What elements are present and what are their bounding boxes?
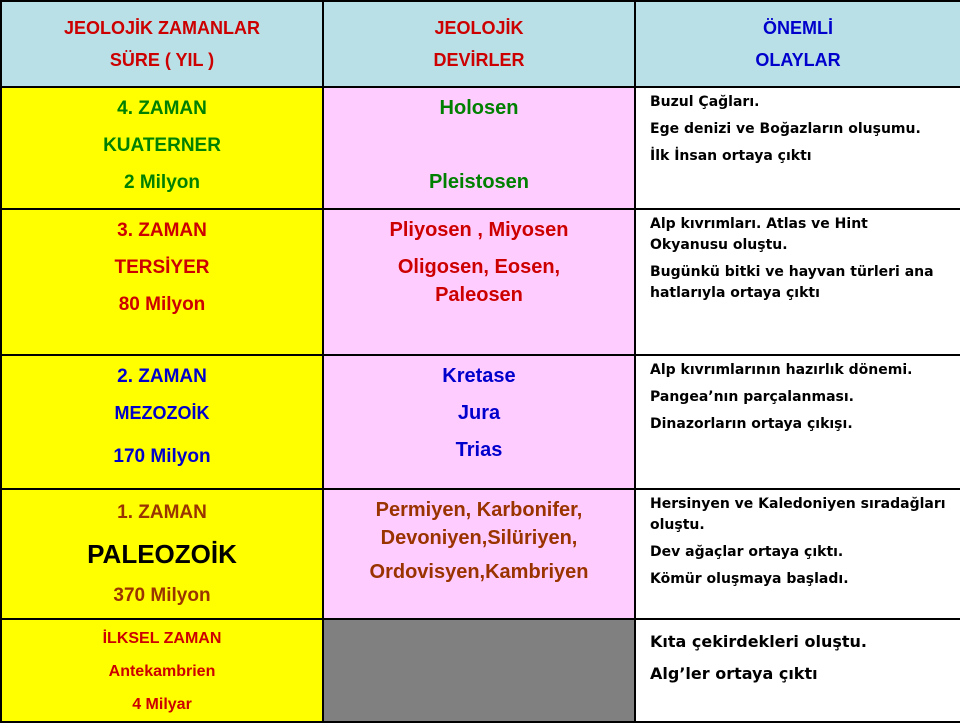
periods-cell [323, 87, 635, 209]
header-text: JEOLOJİK [434, 18, 524, 38]
event-text: Dinazorların ortaya çıkışı. [650, 416, 853, 432]
era-name: TERSİYER [114, 257, 210, 278]
era-cell [1, 355, 323, 489]
period-name: Pleistosen [428, 171, 530, 193]
table-row [1, 87, 960, 209]
era-name: Antekambrien [108, 663, 216, 680]
periods-cell [323, 355, 635, 489]
period-name: Holosen [439, 97, 519, 119]
event-text: Bugünkü bitki ve hayvan türleri ana hatlarıyla ortaya çıktı [650, 264, 934, 301]
period-name: Ordovisyen,Kambriyen [369, 561, 589, 583]
event-text: Buzul Çağları. [650, 94, 760, 110]
event-text: Alp kıvrımları. Atlas ve Hint Okyanusu oluştu. [650, 216, 868, 253]
era-name: KUATERNER [103, 135, 221, 156]
events-cell [635, 355, 960, 489]
table-row [1, 619, 960, 722]
event-text: Hersinyen ve Kaledoniyen sıradağları oluştu. [650, 496, 946, 533]
header-text: OLAYLAR [755, 50, 841, 70]
period-name: Oligosen, Eosen, Paleosen [397, 256, 561, 306]
event-text: Kıta çekirdekleri oluştu. [650, 632, 867, 651]
event-text: İlk İnsan ortaya çıktı [650, 148, 812, 164]
era-cell [1, 489, 323, 619]
era-duration: 170 Milyon [113, 446, 211, 467]
period-name: Trias [455, 439, 503, 461]
era-number: 4. ZAMAN [117, 98, 207, 119]
header-text: JEOLOJİK ZAMANLAR [63, 18, 260, 38]
events-cell [635, 209, 960, 355]
era-cell [1, 619, 323, 722]
era-duration: 4 Milyar [132, 696, 192, 713]
era-number: 1. ZAMAN [117, 502, 207, 523]
event-text: Kömür oluşmaya başladı. [650, 571, 849, 587]
period-name: Permiyen, Karbonifer, Devoniyen,Silüriyen, [375, 499, 583, 549]
header-col-eras [1, 1, 323, 87]
events-cell [635, 489, 960, 619]
period-name: Pliyosen , Miyosen [389, 219, 569, 241]
era-duration: 80 Milyon [118, 294, 206, 315]
empty-periods-cell [323, 619, 635, 722]
era-number: İLKSEL ZAMAN [102, 630, 222, 647]
header-text: DEVİRLER [433, 50, 525, 70]
table-row [1, 489, 960, 619]
event-text: Ege denizi ve Boğazların oluşumu. [650, 121, 921, 137]
event-text: Dev ağaçlar ortaya çıktı. [650, 544, 844, 560]
event-text: Alg’ler ortaya çıktı [650, 664, 818, 683]
event-text: Pangea’nın parçalanması. [650, 389, 855, 405]
era-number: 3. ZAMAN [117, 220, 207, 241]
era-duration: 370 Milyon [113, 585, 211, 606]
era-cell [1, 209, 323, 355]
era-name: PALEOZOİK [87, 539, 237, 569]
header-text: ÖNEMLİ [763, 18, 833, 38]
era-cell [1, 87, 323, 209]
events-cell [635, 619, 960, 722]
era-number: 2. ZAMAN [117, 366, 207, 387]
periods-cell [323, 489, 635, 619]
event-text: Alp kıvrımlarının hazırlık dönemi. [650, 362, 913, 378]
period-name: Jura [457, 402, 501, 424]
table-row [1, 355, 960, 489]
header-col-periods [323, 1, 635, 87]
period-name: Kretase [442, 365, 516, 387]
header-col-events [635, 1, 960, 87]
periods-cell [323, 209, 635, 355]
events-cell [635, 87, 960, 209]
era-name: MEZOZOİK [114, 403, 210, 423]
header-row [1, 1, 960, 87]
table-row [1, 209, 960, 355]
era-duration: 2 Milyon [123, 172, 200, 193]
header-text: SÜRE ( YIL ) [109, 50, 215, 70]
